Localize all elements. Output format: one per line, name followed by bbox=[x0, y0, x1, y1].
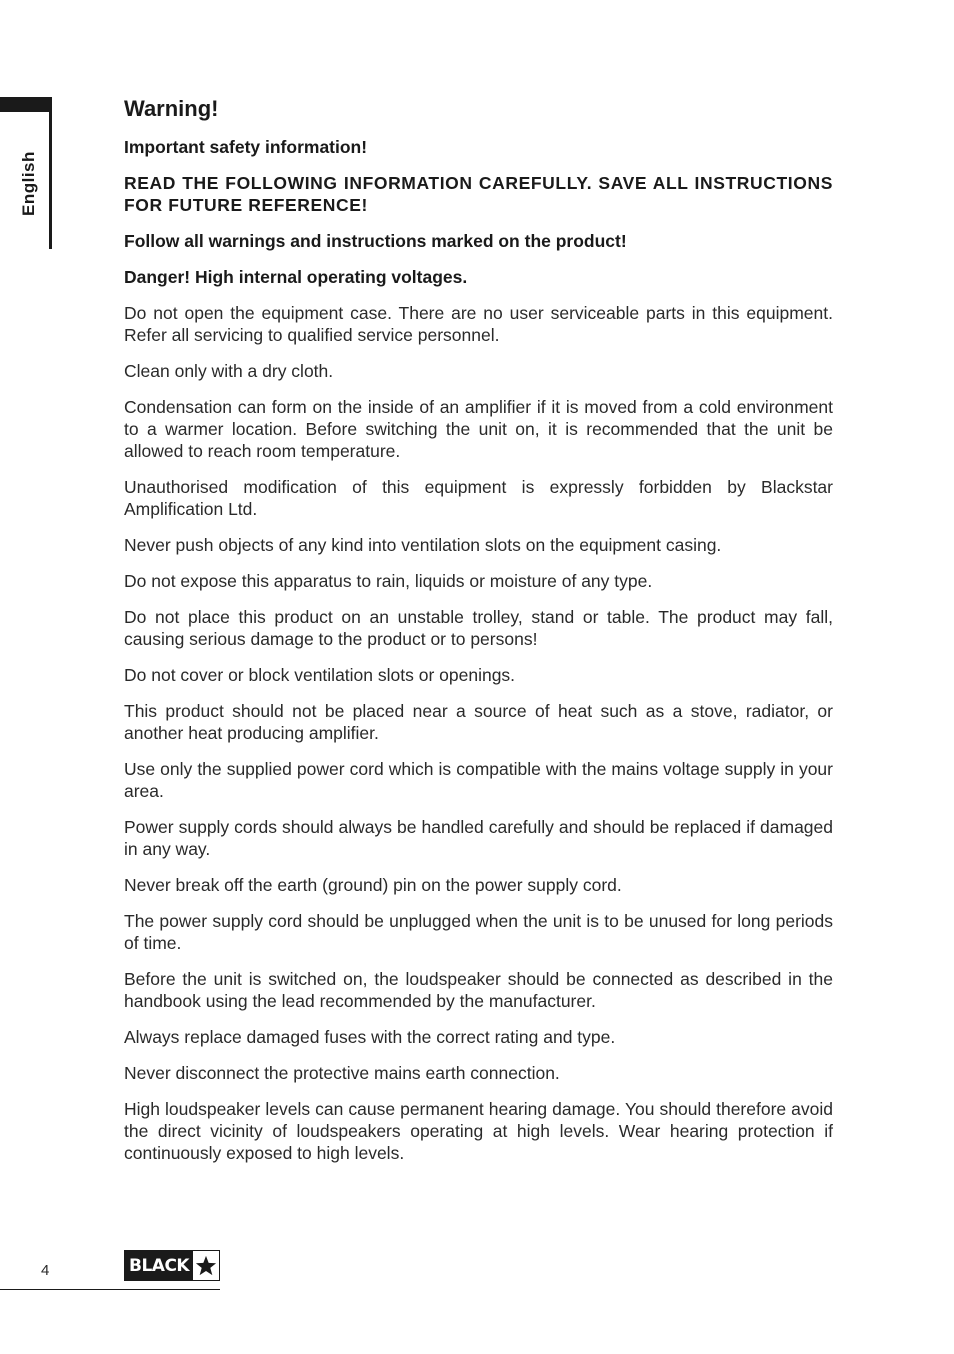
paragraph: READ THE FOLLOWING INFORMATION CAREFULLY. SAVE ALL INSTRUCTIONS FOR FUTURE REFERENCE! bbox=[124, 173, 833, 215]
logo-wordmark: BLACK bbox=[125, 1251, 193, 1280]
paragraph: Before the unit is switched on, the loudspeaker should be connected as described in the handbook using the lead recommended by the manufacturer. bbox=[124, 969, 833, 1011]
document-body bbox=[124, 96, 833, 1178]
paragraph: Follow all warnings and instructions marked on the product! bbox=[124, 231, 627, 251]
paragraph: The power supply cord should be unplugged when the unit is to be unused for long periods of time. bbox=[124, 911, 833, 953]
page-number: 4 bbox=[41, 1262, 50, 1279]
star-icon bbox=[193, 1255, 219, 1277]
paragraph: Do not expose this apparatus to rain, liquids or moisture of any type. bbox=[124, 571, 653, 591]
language-label: English bbox=[19, 151, 38, 216]
paragraph: Never push objects of any kind into ventilation slots on the equipment casing. bbox=[124, 535, 722, 555]
brand-logo bbox=[124, 1250, 220, 1281]
paragraph: Do not open the equipment case. There are no user serviceable parts in this equipment. Refer all servicing to qualified service personnel. bbox=[124, 303, 833, 345]
paragraph: Condensation can form on the inside of an amplifier if it is moved from a cold environment to a warmer location. Before switching the unit on, it is recommended that the unit be allowed to reach room temperature. bbox=[124, 397, 833, 461]
paragraph: Do not place this product on an unstable trolley, stand or table. The product may fall, causing serious damage to the product or to persons! bbox=[124, 607, 833, 649]
paragraph: Never disconnect the protective mains earth connection. bbox=[124, 1063, 560, 1083]
paragraph: Never break off the earth (ground) pin on the power supply cord. bbox=[124, 875, 622, 895]
paragraph: This product should not be placed near a source of heat such as a stove, radiator, or another heat producing amplifier. bbox=[124, 701, 833, 743]
page-title: Warning! bbox=[124, 96, 219, 121]
paragraph: Important safety information! bbox=[124, 137, 368, 157]
paragraph: Use only the supplied power cord which is compatible with the mains voltage supply in your area. bbox=[124, 759, 833, 801]
paragraph: Always replace damaged fuses with the correct rating and type. bbox=[124, 1027, 616, 1047]
paragraph: Danger! High internal operating voltages. bbox=[124, 267, 468, 287]
paragraph-list bbox=[124, 136, 833, 1164]
tab-bar bbox=[0, 97, 52, 112]
paragraph: Do not cover or block ventilation slots or openings. bbox=[124, 665, 516, 685]
paragraph: Unauthorised modification of this equipment is expressly forbidden by Blackstar Amplification Ltd. bbox=[124, 477, 833, 519]
footer-rule bbox=[0, 1289, 220, 1290]
paragraph: Clean only with a dry cloth. bbox=[124, 361, 334, 381]
tab-rule bbox=[49, 97, 52, 249]
paragraph: Power supply cords should always be handled carefully and should be replaced if damaged in any way. bbox=[124, 817, 833, 859]
paragraph: High loudspeaker levels can cause permanent hearing damage. You should therefore avoid the direct vicinity of loudspeakers operating at high levels. Wear hearing protection if continuously exposed to high levels. bbox=[124, 1099, 833, 1163]
